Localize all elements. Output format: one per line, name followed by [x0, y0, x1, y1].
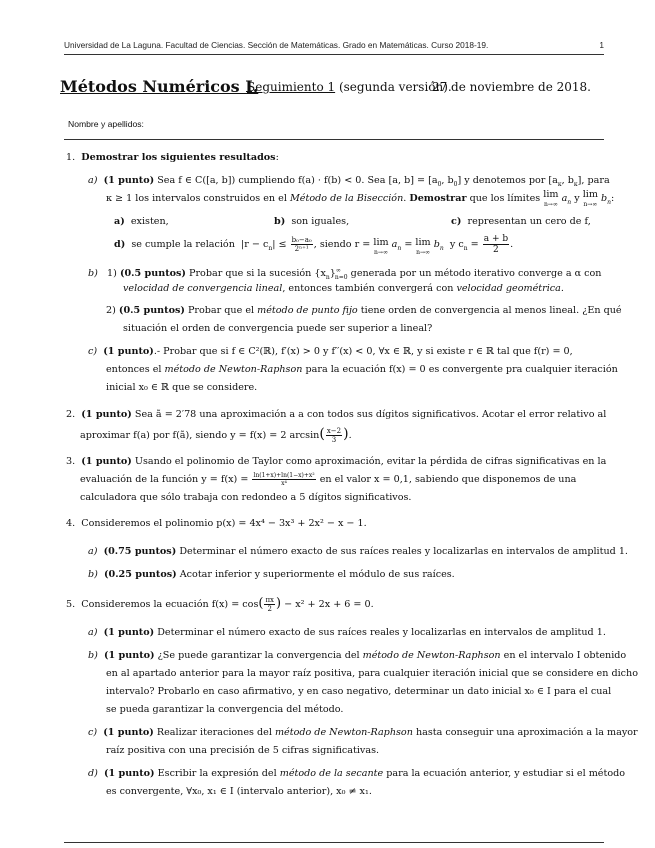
- header-institution: Universidad de La Laguna. Facultad de Ciencias. Sección de Matemáticas. Grado en Matemáticas. Curso 2018-19.: [64, 40, 489, 50]
- q5b-line4: se pueda garantizar la convergencia del método.: [106, 704, 344, 715]
- q1c-line3: inicial x₀ ∈ ℝ que se considere.: [106, 382, 258, 393]
- q1b2-line2: situación el orden de convergencia puede ser superior a lineal?: [123, 323, 433, 334]
- q5b-line3: intervalo? Probarlo en caso afirmativo, y en caso negativo, determinar un dato inicial x₀ ∈ I para el cual: [106, 686, 612, 697]
- q5a: a) (1 punto) Determinar el número exacto de sus raíces reales y localizarlas en intervalos de amplitud 1.: [88, 627, 606, 638]
- q5c-line1: c) (1 punto) Realizar iteraciones del método de Newton-Raphson hasta conseguir una aproximación a la mayor: [88, 727, 638, 738]
- q1-heading: 1. Demostrar los siguientes resultados:: [66, 152, 279, 163]
- q1a-option-a: a) existen,: [114, 216, 169, 227]
- q5b-line2: en al apartado anterior para la mayor raíz positiva, para cualquier iteración inicial que se considere en dicho: [106, 668, 638, 679]
- q2-line2: aproximar f(a) por f(ã), siendo y = f(x) = 2 arcsin( $\frac{x-2}{3}$ ).: [80, 426, 352, 444]
- footer-rule: [64, 842, 604, 843]
- q1c-line2: entonces el método de Newton-Raphson para la ecuación f(x) = 0 es convergente pra cualquier iteración: [106, 364, 618, 375]
- q5d-line1: d) (1 punto) Escribir la expresión del método de la secante para la ecuación anterior, y estudiar si el método: [88, 768, 626, 779]
- q3-frac: $\frac{\text{ln(1+x)+ln(1−x)+x²}}{\text{x⁴}}$: [253, 472, 315, 487]
- q5b-line1: b) (1 punto) ¿Se puede garantizar la convergencia del método de Newton-Raphson en el intervalo I obtenido: [88, 650, 627, 661]
- q1b1-line2: velocidad de convergencia lineal, entonces también convergerá con velocidad geométrica.: [123, 283, 564, 294]
- q3-line3: calculadora que sólo trabaja con redondeo a 5 dígitos significativos.: [80, 492, 412, 503]
- q5-line1: 5. Consideremos la ecuación f(x) = cos( $\frac{\pi x}{2}$ ) − x² + 2x + 6 = 0.: [66, 596, 374, 613]
- q2-line1: 2. (1 punto) Sea ã = 2′78 una aproximación a a con todos sus dígitos significativos. Acotar el error relativo al: [66, 409, 607, 420]
- q5-frac: $\frac{\pi x}{2}$: [265, 596, 275, 613]
- q1c-line1: c) (1 punto).- Probar que si f ∈ C²(ℝ), f′(x) > 0 y f′′(x) < 0, ∀x ∈ ℝ, y si existe r ∈ ℝ tal que f(r) = 0,: [88, 346, 573, 357]
- q2-frac: $\frac{x-2}{3}$: [326, 427, 342, 444]
- name-rule: [64, 139, 604, 140]
- exam-subtitle: Seguimiento 1 (segunda versión).: [247, 80, 452, 94]
- q3-line2: evaluación de la función y = f(x) = $\frac{\text{ln(1+x)+ln(1−x)+x²}}{\text{x⁴}}$ en el valor x = 0,1, sabiendo que disponemos de una: [80, 472, 577, 487]
- q1a-option-b: b) son iguales,: [274, 216, 350, 227]
- q5c-line2: raíz positiva con una precisión de 5 cifras significativas.: [106, 745, 380, 756]
- q1a-line2: κ ≥ 1 los intervalos construidos en el Método de la Bisección. Demostrar que los límites lim n→∞ $a_n$ y lim n→∞ $b_n$:: [106, 189, 615, 208]
- q1b2-line1: 2) (0.5 puntos) Probar que el método de punto fijo tiene orden de convergencia al menos lineal. ¿En qué: [106, 305, 622, 316]
- q4a: a) (0.75 puntos) Determinar el número exacto de sus raíces reales y localizarlas en intervalos de amplitud 1.: [88, 546, 628, 557]
- name-field-label: Nombre y apellidos:: [68, 119, 144, 129]
- q5d-line2: es convergente, ∀x₀, x₁ ∈ I (intervalo anterior), x₀ ≠ x₁.: [106, 786, 372, 797]
- q1a-option-c: c) representan un cero de f,: [451, 216, 591, 227]
- title-row: [60, 77, 605, 99]
- q4-line1: 4. Consideremos el polinomio p(x) = 4x⁴ − 3x³ + 2x² − x − 1.: [66, 518, 367, 529]
- q3-line1: 3. (1 punto) Usando el polinomio de Taylor como aproximación, evitar la pérdida de cifras significativas en la: [66, 456, 607, 467]
- q1a-frac1: $\frac{\text{b₀−a₀}}{\text{2ⁿ⁺¹}}$: [291, 236, 312, 253]
- q1b1-line1: b) 1) (0.5 puntos) Probar que si la sucesión $\{x_n\}^\infty_{n=0}$ generada por un método iterativo converge a α con: [88, 267, 602, 282]
- page-number: 1: [599, 40, 604, 50]
- q1a-option-d: d) se cumple la relación $|r - c_n|$ ≤ $\frac{\text{b₀−a₀}}{\text{2ⁿ⁺¹}}$ , siendo r = lim n→∞ $a_n = \lim$ n→∞ $b_n$ y $c_n$ = $\frac{a + b}{2}$ .: [114, 234, 514, 256]
- page-header: [64, 40, 604, 50]
- q1a-line1: a) (1 punto) Sea f ∈ C([a, b]) cumpliendo f(a) · f(b) < 0. Sea [a, $b] = [a_0$, $b_0$] y denotemos por [$a_\kappa$, $b_\kappa$], para: [88, 175, 610, 188]
- header-rule: [64, 54, 604, 55]
- q1a-frac2: $\frac{a + b}{2}$: [483, 234, 509, 255]
- exam-title: Métodos Numéricos I.: [60, 77, 259, 96]
- q4b: b) (0.25 puntos) Acotar inferior y superiormente el módulo de sus raíces.: [88, 569, 455, 580]
- exam-date: 27 de noviembre de 2018.: [431, 80, 591, 94]
